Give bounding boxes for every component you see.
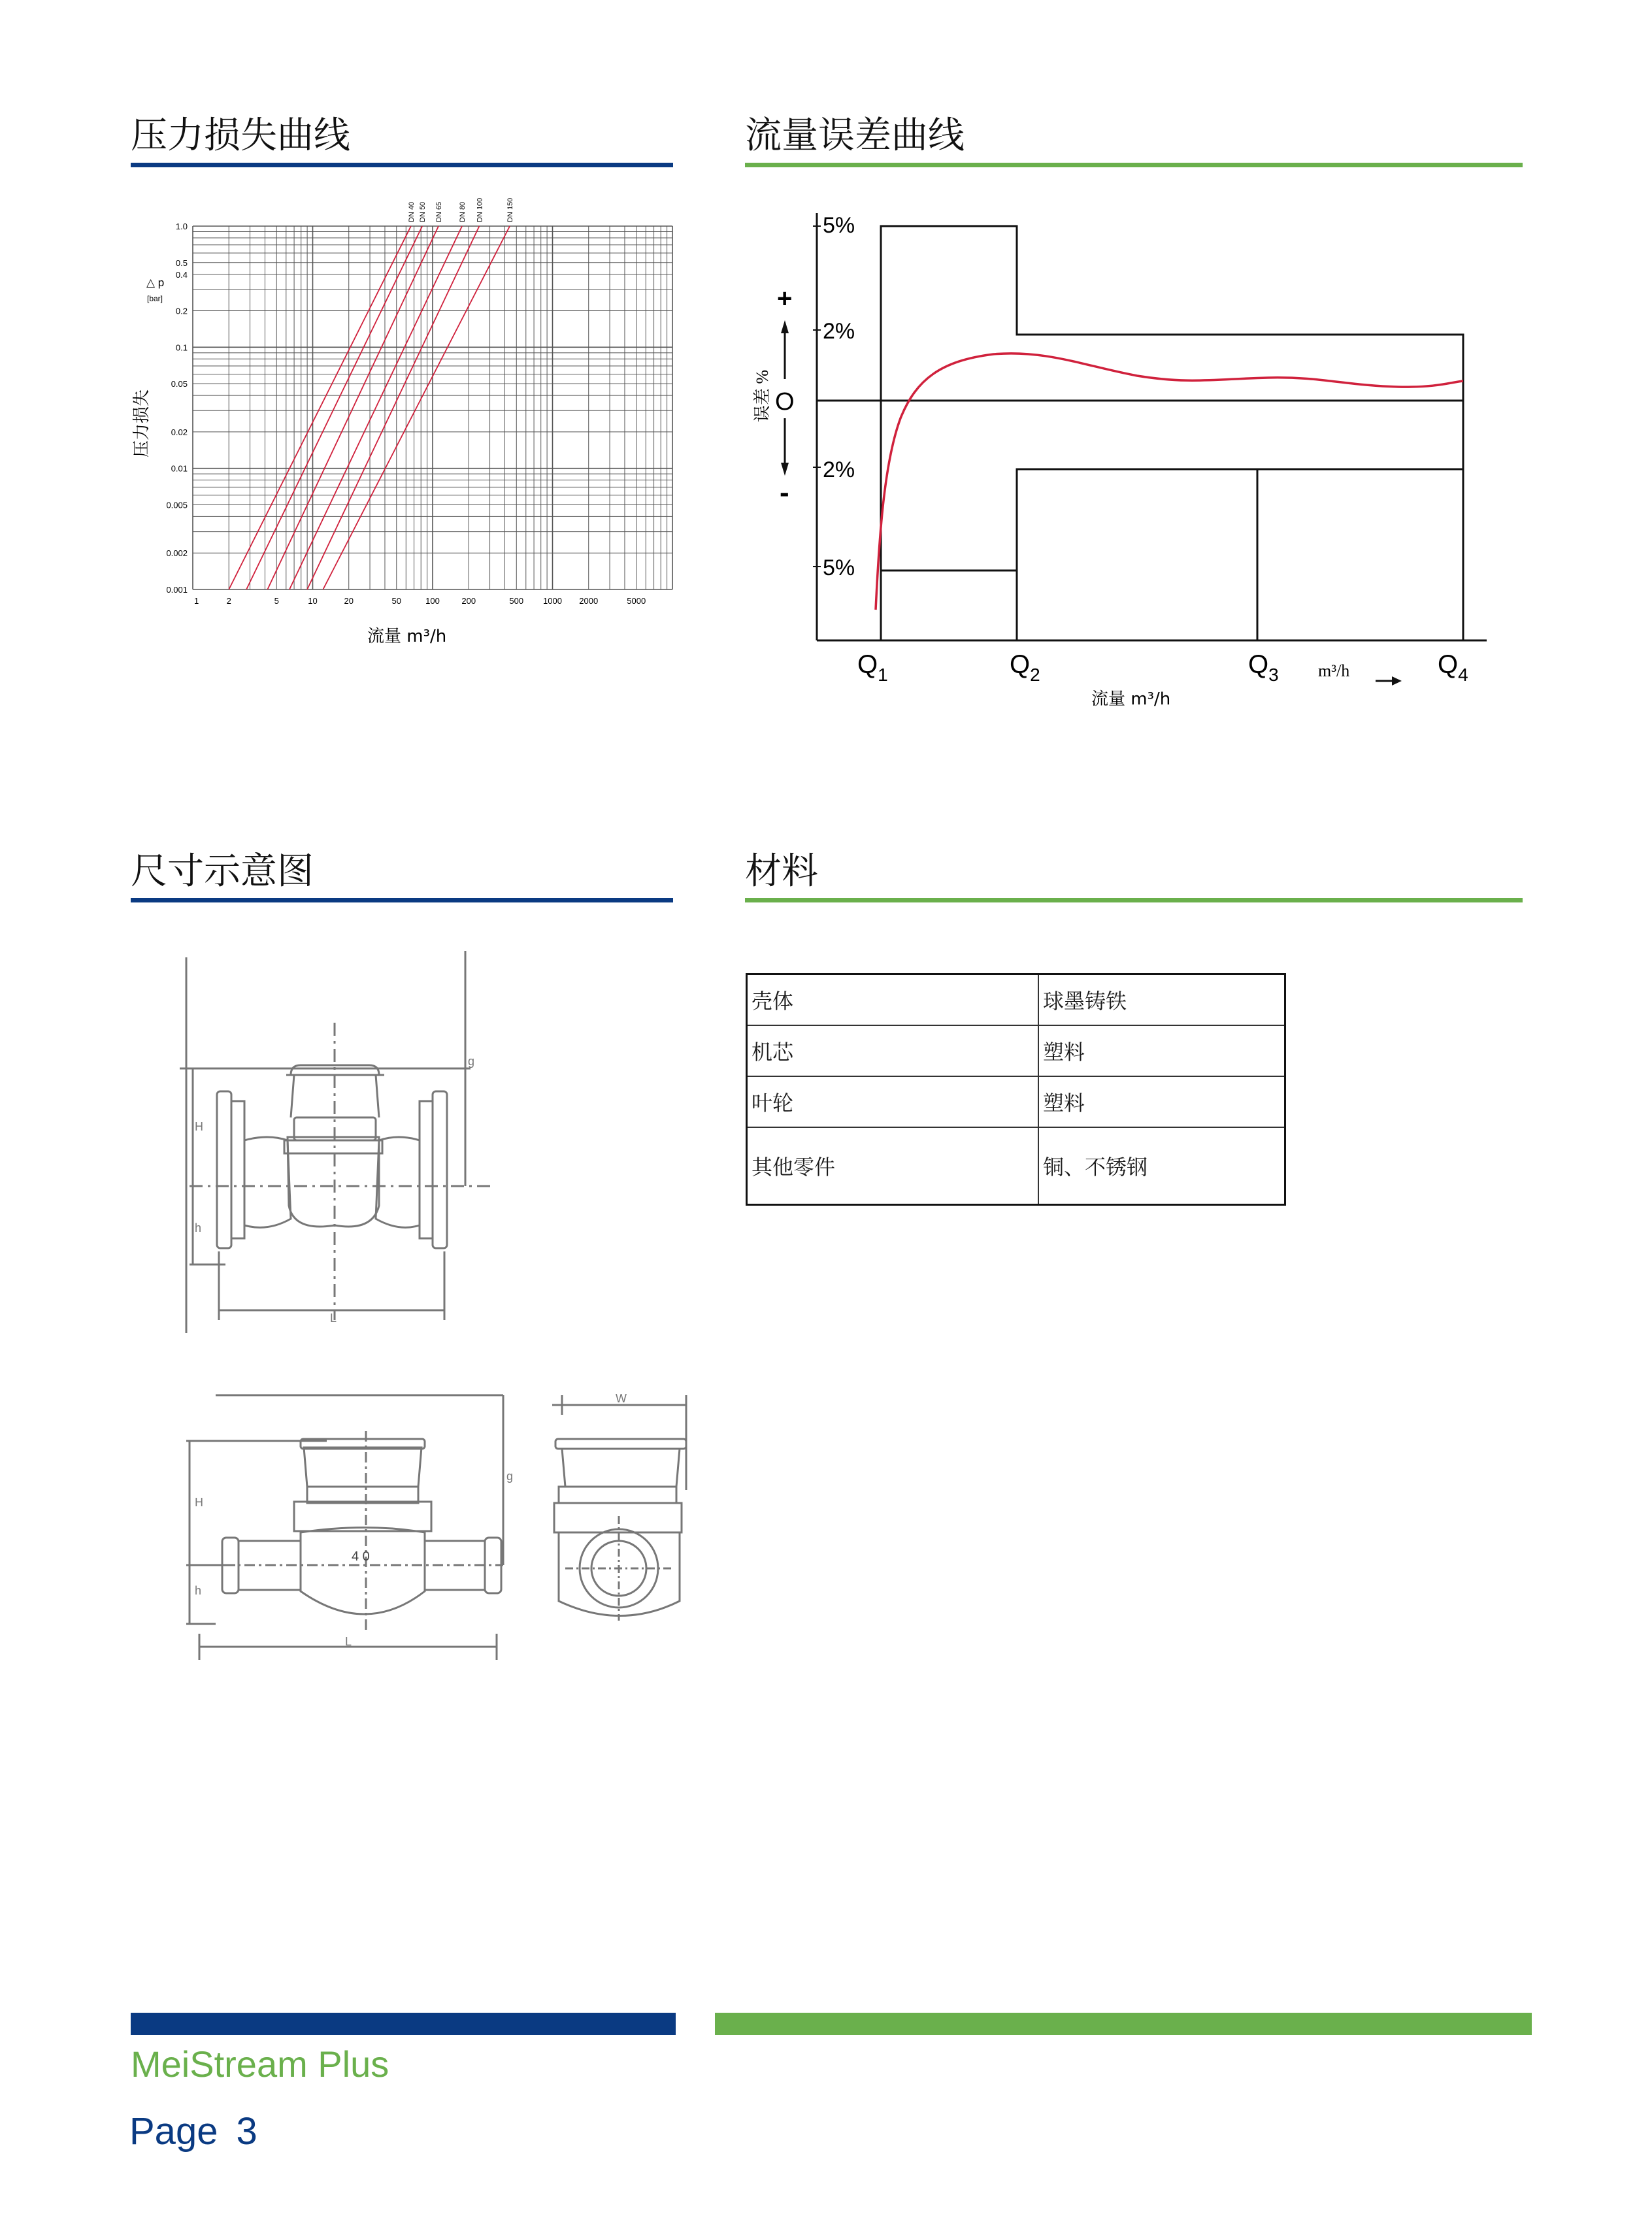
error-chart-q1-label: $Q_1$: [857, 650, 888, 685]
material-part: 壳体: [747, 974, 1039, 1026]
x-tick-label: 2000: [579, 596, 599, 606]
pressure-series-line: [246, 226, 422, 589]
dn-label: DN 50: [419, 201, 427, 222]
x-tick-label: 50: [391, 596, 401, 606]
pressure-series-line: [229, 226, 411, 589]
error-chart-label-plus5: 5%: [823, 213, 855, 238]
y-tick-label: 0.5: [175, 257, 188, 268]
x-tick-label: 20: [344, 596, 354, 606]
flanged-dim-g: g: [468, 1055, 475, 1068]
y-tick-label: 0.05: [171, 379, 188, 389]
footer-page: [129, 2109, 276, 2153]
footer-page-number: 3: [236, 2110, 257, 2153]
section-rule-dimensions: [131, 898, 673, 902]
pressure-chart-xlabel: 流量 m³/h: [367, 627, 447, 646]
error-chart-lower-limit-q1: [881, 570, 1017, 640]
flow-error-chart: [745, 190, 1496, 712]
section-title-flow-error: 流量误差曲线: [745, 114, 965, 157]
y-tick-label: 0.1: [175, 342, 188, 353]
flanged-dim-h-upper: H: [195, 1120, 203, 1133]
material-value: 塑料: [1038, 1025, 1285, 1076]
x-tick-label: 5: [274, 596, 279, 606]
y-tick-label: 0.2: [175, 306, 188, 316]
threaded-dim-w: W: [616, 1392, 627, 1405]
pressure-chart-x-ticks: [194, 596, 646, 606]
dn-label: DN 65: [435, 201, 444, 222]
material-part: 叶轮: [747, 1076, 1039, 1127]
table-row: [747, 974, 1285, 1026]
pressure-chart-y-ticks: [166, 222, 188, 595]
section-title-materials: 材料: [745, 850, 818, 893]
error-chart-xlabel: 流量 m³/h: [1091, 689, 1171, 709]
error-chart-label-plus2: 2%: [823, 319, 855, 344]
pressure-series-line: [307, 226, 479, 589]
x-tick-label: 200: [461, 596, 476, 606]
threaded-dim-g: g: [506, 1470, 514, 1483]
error-chart-q2-label: $Q_2$: [1010, 650, 1040, 685]
error-chart-plus-sign: +: [777, 284, 793, 313]
flanged-dim-l: L: [330, 1312, 337, 1325]
error-chart-q4-label: $Q_4$: [1438, 650, 1468, 685]
material-value: 塑料: [1038, 1076, 1285, 1127]
footer-bar-blue: [131, 2013, 676, 2035]
pressure-chart-series: [229, 226, 510, 589]
error-chart-upper-limit: [881, 226, 1463, 640]
y-tick-label: 0.005: [166, 500, 188, 510]
error-chart-label-minus2: 2%: [823, 457, 855, 482]
footer-page-label: Page: [129, 2110, 218, 2153]
section-rule-materials: [745, 898, 1523, 902]
table-row: [747, 1127, 1285, 1205]
threaded-dim-h-lower: h: [195, 1584, 202, 1597]
section-rule-pressure-loss: [131, 163, 673, 167]
y-tick-label: 1.0: [175, 222, 188, 231]
material-part: 其他零件: [747, 1127, 1039, 1205]
materials-table: [746, 973, 1286, 1206]
x-tick-label: 500: [509, 596, 524, 606]
material-value: 球墨铸铁: [1038, 974, 1285, 1026]
x-tick-label: 2: [226, 596, 231, 606]
pressure-chart-dn-labels: [408, 198, 514, 222]
x-tick-label: 1: [194, 596, 199, 606]
pressure-chart-ylabel-text: 压力损失: [132, 389, 152, 457]
y-tick-label: 0.002: [166, 548, 188, 559]
error-chart-unit: m³/h: [1318, 661, 1350, 680]
x-tick-label: 100: [425, 596, 440, 606]
error-chart-q3-label: $Q_3$: [1248, 650, 1279, 685]
error-chart-zero-mark: O: [775, 388, 795, 416]
y-tick-label: 0.001: [166, 585, 188, 595]
dn-label: DN 150: [506, 197, 515, 222]
threaded-body-mark: 4 0: [352, 1549, 370, 1564]
pressure-series-line: [267, 226, 438, 589]
material-part: 机芯: [747, 1025, 1039, 1076]
table-row: [747, 1025, 1285, 1076]
x-tick-label: 5000: [627, 596, 646, 606]
section-title-pressure-loss: 压力损失曲线: [131, 114, 350, 157]
threaded-dim-h-upper: H: [195, 1496, 203, 1509]
table-row: [747, 1076, 1285, 1127]
pressure-chart-ylabel-unit: [bar]: [147, 294, 163, 303]
dn-label: DN 80: [459, 201, 467, 222]
x-tick-label: 1000: [543, 596, 562, 606]
error-chart-lower-limit-q2: [1017, 469, 1463, 640]
footer-brand: MeiStream Plus: [131, 2043, 389, 2085]
y-tick-label: 0.01: [171, 463, 188, 474]
flanged-dim-h-lower: h: [195, 1221, 202, 1234]
dn-label: DN 40: [407, 201, 416, 222]
y-tick-label: 0.4: [175, 269, 188, 280]
threaded-meter-drawing: [176, 1385, 699, 1660]
material-value: 铜、不锈钢: [1038, 1127, 1285, 1205]
error-chart-ylabel: 误差 %: [753, 369, 772, 422]
pressure-series-line: [289, 226, 462, 589]
flanged-meter-drawing: [176, 944, 490, 1336]
threaded-dim-l: L: [345, 1635, 352, 1648]
pressure-series-line: [323, 226, 510, 589]
section-rule-flow-error: [745, 163, 1523, 167]
dn-label: DN 100: [476, 197, 484, 222]
y-tick-label: 0.02: [171, 427, 188, 437]
section-title-dimensions: 尺寸示意图: [131, 850, 314, 893]
footer-bar-green: [715, 2013, 1532, 2035]
pressure-chart-ylabel-symbol: △ p: [146, 276, 165, 289]
pressure-loss-chart: [127, 190, 781, 660]
error-chart-minus-sign: -: [780, 476, 789, 508]
pressure-chart-grid: [193, 226, 672, 589]
error-chart-label-minus5: 5%: [823, 555, 855, 580]
x-tick-label: 10: [308, 596, 318, 606]
